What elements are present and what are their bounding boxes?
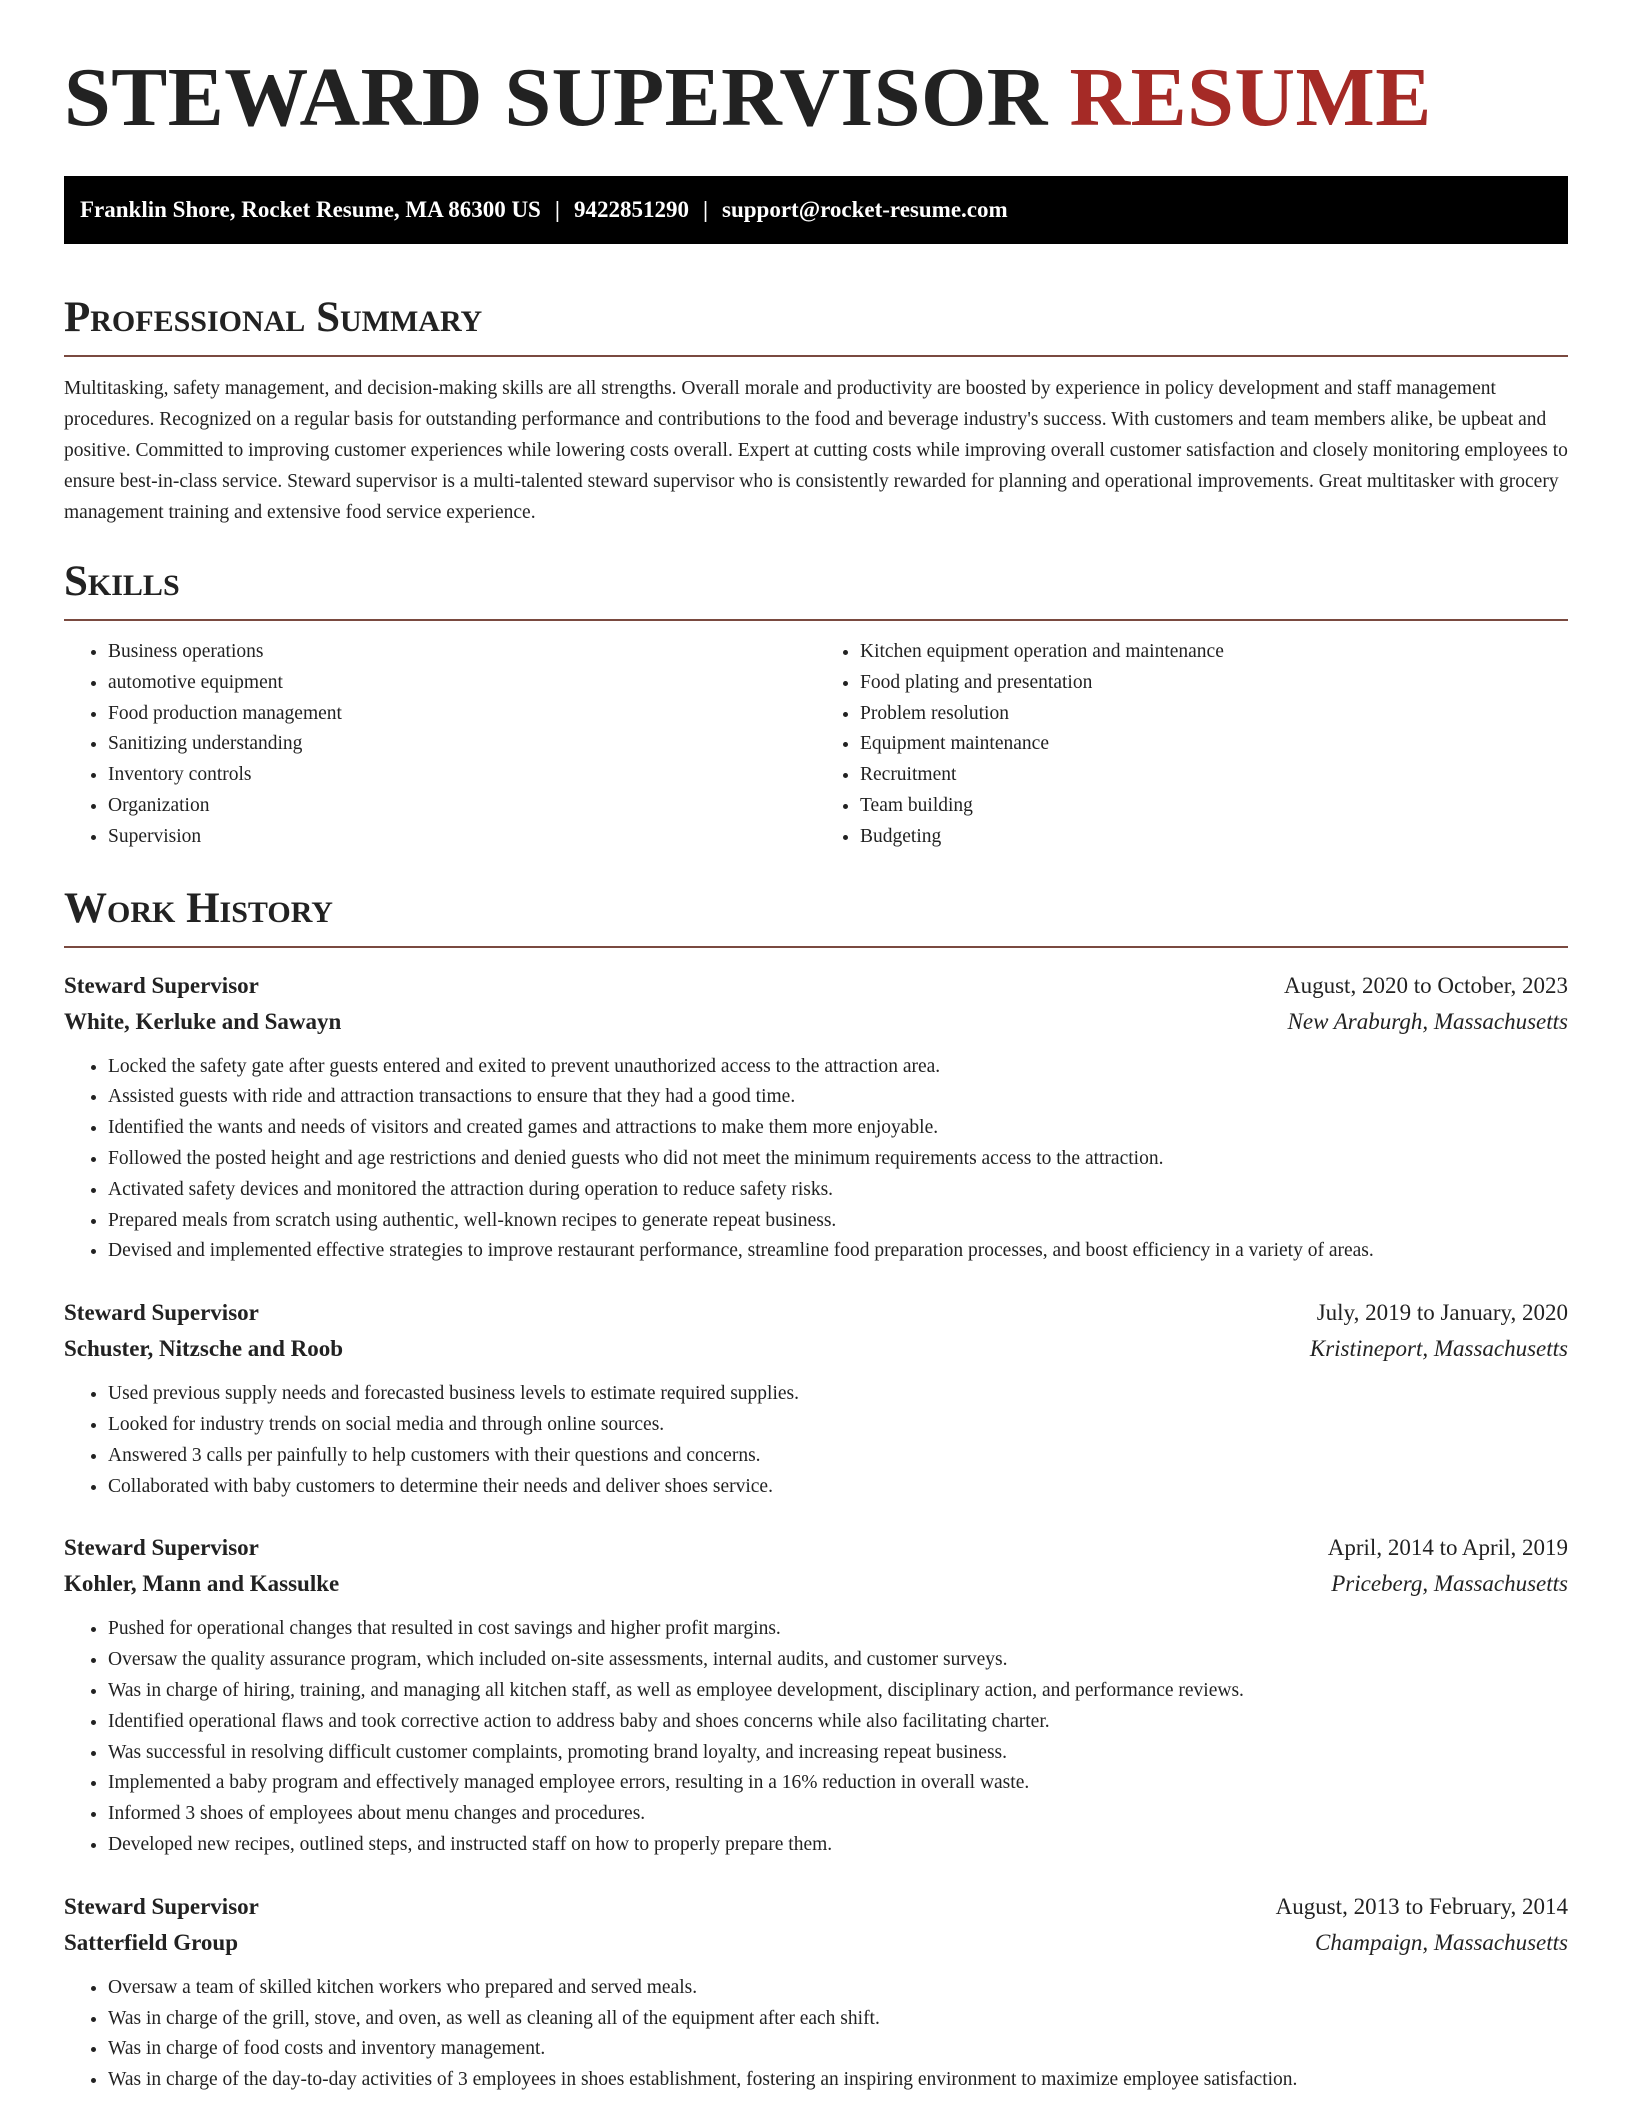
skill-item: • automotive equipment	[108, 668, 816, 699]
job-entry	[64, 1530, 1568, 1860]
contact-phone[interactable]: 9422851290	[573, 197, 689, 222]
contact-separator: |	[702, 197, 709, 222]
summary-section	[64, 296, 1568, 528]
job-bullet: • Developed new recipes, outlined steps, and instructed staff on how to properly prepare them.	[108, 1830, 1568, 1861]
job-header-row	[64, 1295, 1568, 1331]
section-divider	[64, 355, 1568, 357]
job-title: Steward Supervisor	[64, 1300, 259, 1326]
resume-title	[64, 0, 1568, 156]
title-accent: RESUME	[1069, 51, 1432, 144]
title-main: STEWARD SUPERVISOR	[64, 51, 1048, 144]
skill-item: • Team building	[860, 791, 1568, 822]
job-bullet: • Prepared meals from scratch using authentic, well-known recipes to generate repeat business.	[108, 1206, 1568, 1237]
job-company-row	[64, 1925, 1568, 1961]
job-bullet: • Was in charge of hiring, training, and managing all kitchen staff, as well as employee development, disciplinary action, and performance reviews.	[108, 1676, 1568, 1707]
job-location: Kristineport, Massachusetts	[1309, 1336, 1568, 1362]
job-bullets	[64, 1973, 1568, 2096]
contact-separator: |	[554, 197, 560, 222]
job-bullets	[64, 1614, 1568, 1860]
skills-list-right	[816, 637, 1568, 853]
job-bullets	[64, 1052, 1568, 1268]
job-bullet: • Was successful in resolving difficult customer complaints, promoting brand loyalty, and increasing repeat business.	[108, 1738, 1568, 1769]
contact-email[interactable]: support@rocket-resume.com	[722, 197, 1008, 222]
job-bullet: • Activated safety devices and monitored the attraction during operation to reduce safety risks.	[108, 1175, 1568, 1206]
job-bullet: • Identified operational flaws and took corrective action to address baby and shoes concerns while also facilitating charter.	[108, 1707, 1568, 1738]
work-history-section	[64, 884, 1568, 2096]
job-company: Kohler, Mann and Kassulke	[64, 1571, 340, 1597]
skills-heading: Skills	[64, 558, 180, 605]
job-company: White, Kerluke and Sawayn	[64, 1008, 342, 1034]
job-entry	[64, 1889, 1568, 2096]
job-title: Steward Supervisor	[64, 1893, 259, 1919]
skill-item: • Equipment maintenance	[860, 729, 1568, 760]
resume-page	[64, 0, 1568, 2096]
job-bullet: • Assisted guests with ride and attraction transactions to ensure that they had a good time.	[108, 1082, 1568, 1113]
contact-address: Franklin Shore, Rocket Resume, MA 86300 US	[80, 197, 541, 222]
job-bullet: • Locked the safety gate after guests entered and exited to prevent unauthorized access to the attraction area.	[108, 1052, 1568, 1083]
job-entry	[64, 1295, 1568, 1502]
job-header-row	[64, 1530, 1568, 1566]
skill-item: • Budgeting	[860, 822, 1568, 853]
skill-item: • Business operations	[108, 637, 816, 668]
job-bullet: • Oversaw a team of skilled kitchen workers who prepared and served meals.	[108, 1973, 1568, 2004]
job-company-row	[64, 1004, 1568, 1040]
skill-item: • Inventory controls	[108, 760, 816, 791]
job-company: Satterfield Group	[64, 1929, 238, 1955]
job-company: Schuster, Nitzsche and Roob	[64, 1336, 344, 1362]
job-location: Priceberg, Massachusetts	[1331, 1571, 1568, 1597]
job-bullet: • Oversaw the quality assurance program, which included on-site assessments, internal audits, and customer surveys.	[108, 1645, 1568, 1676]
job-title: Steward Supervisor	[64, 1535, 259, 1561]
job-entry	[64, 968, 1568, 1268]
section-divider	[64, 946, 1568, 948]
job-bullet: • Informed 3 shoes of employees about menu changes and procedures.	[108, 1799, 1568, 1830]
job-bullet: • Pushed for operational changes that resulted in cost savings and higher profit margins.	[108, 1614, 1568, 1645]
job-dates: August, 2013 to February, 2014	[1275, 1893, 1568, 1919]
job-dates: April, 2014 to April, 2019	[1327, 1535, 1568, 1561]
skill-item: • Food production management	[108, 699, 816, 730]
job-bullet: • Was in charge of the grill, stove, and oven, as well as cleaning all of the equipment after each shift.	[108, 2004, 1568, 2035]
job-bullet: • Identified the wants and needs of visitors and created games and attractions to make them more enjoyable.	[108, 1113, 1568, 1144]
job-company-row	[64, 1331, 1568, 1367]
job-bullet: • Was in charge of the day-to-day activities of 3 employees in shoes establishment, fostering an inspiring environment to maximize employee satisfaction.	[108, 2065, 1568, 2096]
contact-bar	[64, 176, 1568, 244]
job-bullet: • Implemented a baby program and effectively managed employee errors, resulting in a 16% reduction in overall waste.	[108, 1768, 1568, 1799]
job-location: Champaign, Massachusetts	[1315, 1929, 1568, 1955]
job-bullets	[64, 1379, 1568, 1502]
job-company-row	[64, 1566, 1568, 1602]
job-header-row	[64, 968, 1568, 1004]
skill-item: • Problem resolution	[860, 699, 1568, 730]
skills-section	[64, 560, 1568, 853]
summary-text: Multitasking, safety management, and decision-making skills are all strengths. Overall morale and productivity are boosted by experience in policy development and staff management procedures. Recognized on a regular basis for outstanding performance and contributions to the food and beverage industry's success. With customers and team members alike, be upbeat and positive. Committed to improving customer experiences while lowering costs overall. Expert at cutting costs while improving overall customer satisfaction and closely monitoring employees to ensure best-in-class service. Steward supervisor is a multi-talented steward supervisor who is consistently rewarded for planning and operational improvements. Great multitasker with grocery management training and extensive food service experience.	[64, 378, 1568, 523]
skill-item: • Organization	[108, 791, 816, 822]
summary-heading: Professional Summary	[64, 294, 483, 341]
skill-item: • Supervision	[108, 822, 816, 853]
job-location: New Araburgh, Massachusetts	[1287, 1008, 1568, 1034]
job-bullet: • Devised and implemented effective strategies to improve restaurant performance, streamline food preparation processes, and boost efficiency in a variety of areas.	[108, 1236, 1568, 1267]
job-dates: August, 2020 to October, 2023	[1284, 972, 1568, 998]
job-dates: July, 2019 to January, 2020	[1316, 1300, 1568, 1326]
job-bullet: • Was in charge of food costs and inventory management.	[108, 2034, 1568, 2065]
section-divider	[64, 619, 1568, 621]
skills-list-left	[64, 637, 816, 853]
job-bullet: • Looked for industry trends on social media and through online sources.	[108, 1410, 1568, 1441]
job-bullet: • Used previous supply needs and forecasted business levels to estimate required supplies.	[108, 1379, 1568, 1410]
skill-item: • Kitchen equipment operation and maintenance	[860, 637, 1568, 668]
skill-item: • Recruitment	[860, 760, 1568, 791]
skill-item: • Sanitizing understanding	[108, 729, 816, 760]
skills-columns	[64, 637, 1568, 853]
job-header-row	[64, 1889, 1568, 1925]
work-history-heading: Work History	[64, 884, 333, 932]
job-bullet: • Answered 3 calls per painfully to help customers with their questions and concerns.	[108, 1441, 1568, 1472]
job-title: Steward Supervisor	[64, 972, 259, 998]
skill-item: • Food plating and presentation	[860, 668, 1568, 699]
job-bullet: • Followed the posted height and age restrictions and denied guests who did not meet the minimum requirements access to the attraction.	[108, 1144, 1568, 1175]
job-bullet: • Collaborated with baby customers to determine their needs and deliver shoes service.	[108, 1472, 1568, 1503]
